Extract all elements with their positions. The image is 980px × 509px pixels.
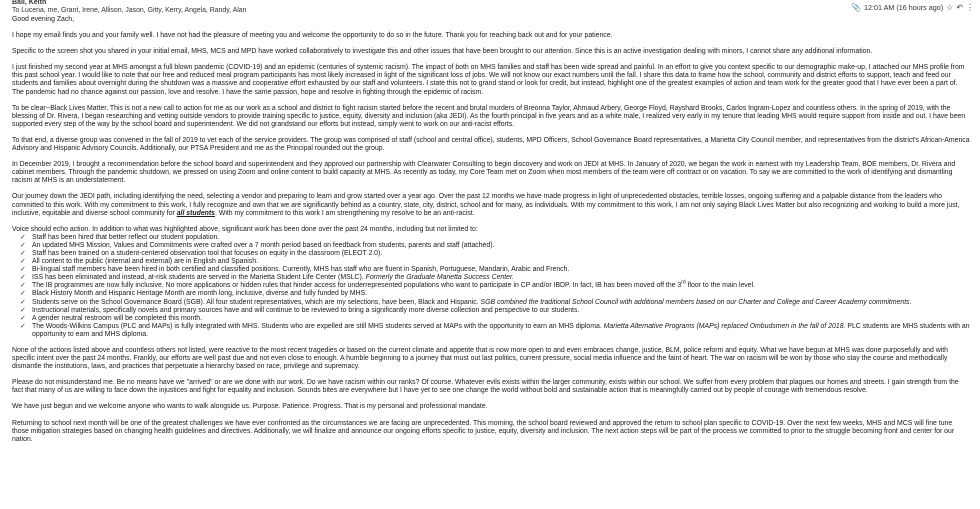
list-item <box>20 234 970 242</box>
text-run: Our journey down the JEDI path, including identifying the need, selecting a vendor and preparing to learn and grow started over a year ago. Over the past 12 months we have made progress in light of unprecedented obstacles, terrible losses, ongoing suffering and a palpable distance from the leaders who committed to this work. With my commitment to this work, I fully recognize and own that we are significantly behind as a country, state, city, district, school and for many, as individuals. With my commitment to this work, I am not only saying Black Lives Matter but also recognizing and working to build a more just, inclusive, equitable and diverse school community for <box>12 193 960 217</box>
paragraph: Voice should echo action. In addition to what was highlighted above, significant work has been done over the past 24 months, including but not limited to: <box>12 225 478 233</box>
checkmark-icon: ✓ <box>20 266 26 274</box>
text-run: All content to the public (internal and external) are in English and Spanish. <box>32 258 258 266</box>
text-run: Black History Month and Hispanic Heritage Month are month long, inclusive, diverse and fully funded by MHS. <box>32 290 368 298</box>
checkmark-icon: ✓ <box>20 274 26 282</box>
text-run: Students serve on the School Governance Board (SGB). All four student representatives, which are my selections, have been, Black and Hispanic. <box>32 298 481 306</box>
list-item <box>20 282 970 290</box>
text-run: Staff has been hired that better reflect our student population. <box>32 233 220 241</box>
checkmark-icon: ✓ <box>20 241 26 249</box>
list-item <box>20 315 970 323</box>
italic-note: Formerly the Graduate Marietta Success Center. <box>365 274 514 282</box>
paragraph: I hope my email finds you and your family well. I have not had the pleasure of meeting you and welcome the opportunity to do so in the future. Thank you for reaching back out and for your patience. <box>12 32 613 40</box>
list-item <box>20 258 970 266</box>
italic-note: SGB combined the traditional School Council with additional members based on our Charter and College and Career Academy commitments. <box>480 298 912 306</box>
checkmark-icon: ✓ <box>20 249 26 257</box>
text-run: Staff has been trained on a student-centered observation tool that focuses on equity in the classroom (ELEOT 2.0). <box>32 249 383 257</box>
paragraph: To be clear--Black Lives Matter. This is not a new call to action for me as our work as a school and district to fight racism started before the recent and brutal murders of Breonna Taylor, Ahmaud Arbery, George Floyd, Rayshard Brooks, Carlos Ingram-Lopez and countless others. In the spring of 2019, with the blessing of Dr. Rivera, I began researching and vetting outside vendors to provide training specific to justice, equity, diversity and inclusion (aka JEDI). As the fourth principal in five years and as a white male, I realized very early in my tenure that leading MHS would require support from inside and out. I have been supported every step of the way by the school board and superintendent. We did not grandstand our efforts but instead, simply went to work on our anti-racist efforts. <box>12 104 966 128</box>
more-vertical-icon[interactable]: ⋮ <box>966 3 974 12</box>
checkmark-icon: ✓ <box>20 314 26 322</box>
text-run: Bi-lingual staff members have been hired in both certified and classified positions. Currently, MHS has staff who are fluent in Spanish, Portuguese, Mandarin, Arabic and French. <box>32 266 570 274</box>
checkmark-icon: ✓ <box>20 298 26 306</box>
text-run: PLC students are MHS students with an opportunity to earn and MHS diploma. <box>32 322 970 338</box>
greeting: Good evening Zach, <box>12 16 75 23</box>
paragraph: In December 2019, I brought a recommendation before the school board and superintendent and they approved our partnership with Clearwater Consulting to begin discovery and work on JEDI at MHS. In January of 2020, we began the work in earnest with my Leadership Team, BOE members, Dr. Rivera and cabinet members. Through the pandemic shutdown, we pressed on using Zoom and online content to build capacity at MHS. As recently as today, my Core Team met on Zoom when most members of the team were off contract or on vacation. To say we are committed to the work of identifying and dismantling racism at MHS is an understatement. <box>12 161 956 185</box>
paragraph: Specific to the screen shot you shared in your initial email, MHS, MCS and MPD have worked collaboratively to investigate this and other issues that have been brought to our attention. Since this is an active investigation dealing with minors, I cannot share any additional information. <box>12 48 873 56</box>
action-list <box>12 234 970 339</box>
attachment-icon: 📎 <box>851 3 861 12</box>
reply-icon[interactable]: ↶ <box>956 3 963 12</box>
list-item <box>20 307 970 315</box>
checkmark-icon: ✓ <box>20 290 26 298</box>
checkmark-icon: ✓ <box>20 306 26 314</box>
paragraph <box>12 193 970 217</box>
list-item <box>20 250 970 258</box>
message-actions <box>851 4 974 12</box>
checkmark-icon: ✓ <box>20 233 26 241</box>
star-outline-icon[interactable]: ☆ <box>946 3 954 12</box>
email-body <box>12 16 970 452</box>
list-item <box>20 323 970 339</box>
list-item <box>20 299 970 307</box>
emphasis-text: all students <box>176 209 215 217</box>
paragraph: We have just begun and we welcome anyone who wants to walk alongside us. Purpose. Patience. Progress. That is my personal and professional mandate. <box>12 403 488 411</box>
text-run: The Woods-Wilkins Campus (PLC and MAPs) is fully integrated with MHS. Students who are expelled are still MHS students served at MAPs with the opportunity to earn an MHS diploma. <box>32 322 604 330</box>
checkmark-icon: ✓ <box>20 258 26 266</box>
checkmark-icon: ✓ <box>20 322 26 330</box>
text-run: . With my commitment to this work I am strengthening my resolve to be an anti-racist. <box>215 209 475 217</box>
superscript: rd <box>681 280 686 287</box>
paragraph: I just finished my second year at MHS amongst a full blown pandemic (COVID-19) and an epidemic (centuries of systemic racism). The impact of both on MHS families and staff has been wide spread and painful. In an effort to give you context specific to our demographic make-up, I attached our MHS profile from this past school year. I would like to note that our free and reduced meal program participants has most likely increased in light of the significant loss of jobs. We will not know our exact numbers until the fall. I share this data to frame how the school, community and district efforts to support, teach and feed our students and families about overnight during the shutdown was a massive and cooperative effort exhausted by our staff and volunteers. I state this not to grand stand or look for credit, but instead, highlight one of the greatest examples of action and team work for the greater good that I have ever been a part of. The pandemic had no chance against our passion, love and resolve. I have the same passion, hope and resolve in fighting through the epidemic of racism. <box>12 64 965 96</box>
italic-note: Marietta Alternative Programs (MAPs) replaced Ombudsmen in the fall of 2018. <box>603 322 846 330</box>
text-run: Instructional materials, specifically novels and primary sources have and will continue to be reviewed to bring a significantly more diverse collection and perspective to our students. <box>32 306 580 314</box>
recipient-list[interactable]: To Lucena, me, Grant, Irene, Allison, Jason, Gitty, Kerry, Angela, Randy, Alan <box>12 7 247 14</box>
text-run: An updated MHS Mission, Values and Commitments were crafted over a 7 month period based on feedback from students, parents and staff (attached). <box>32 241 495 249</box>
text-run: The IB programmes are now fully inclusive. No more applications or hidden rules that hinder access for underrepresented populations who want to participate in CP and/or IBDP. In fact, IB has been moved off the 3 <box>32 282 682 290</box>
paragraph: Returning to school next month will be one of the greatest challenges we have ever confronted as the circumstances we are facing are unprecedented. This morning, the school board reviewed and approved the return to school plan specific to COVID-19. Over the next few weeks, MHS and MCS will fine tune those mitigation strategies based on changing health guidelines and directives. Additionally, we will finalize and announce our ongoing efforts specific to justice, equity, diversity and inclusion. The next action steps will be part of the process we committed to prior to the struggle becoming front and center for our nation. <box>12 419 955 443</box>
list-item <box>20 290 970 298</box>
timestamp: 12:01 AM (16 hours ago) <box>864 3 944 12</box>
text-run: A gender neutral restroom will be completed this month. <box>32 314 203 322</box>
list-item <box>20 242 970 250</box>
list-item <box>20 266 970 274</box>
text-run: ISS has been eliminated and instead, at-risk students are served in the Marietta Student Life Center (MSLC). <box>32 274 366 282</box>
sender-name[interactable]: Ball, Keith <box>12 0 47 6</box>
paragraph: Please do not misunderstand me. Be no means have we "arrived" or are we done with our work. Do we have racism within our ranks? Of course. Whatever evils exists within the larger community, exists within our school. We suffer from every problem that plagues our homes and streets. I gain strength from the fact that many of us are willing to face down the injustices and fight for equality and inclusion. Sounds bites are everywhere but I have yet to see one change the world without bold and sustainable action that is meaningfully carried out by people of courage with tremendous resolve. <box>12 379 959 395</box>
paragraph: None of the actions listed above and countless others not listed, were reactive to the most recent tragedies or based on the current climate and appetite that is now more open to and even embraces change, justice, BLM, police reform and equity. What we have begun at MHS was done purposefully and with specific intent over the past 24 months. Frankly, our efforts are well past due and not even close to enough. A humble beginning to a journey that must out last politics, current pressure, social media influence and the faint of heart. The war on racism will be won by those who stay the course and methodically dismantle the institutions, laws, and practices that perpetuate a hierarchy based on race, privilege and supremacy. <box>12 347 948 371</box>
email-header <box>0 0 980 16</box>
checkmark-icon: ✓ <box>20 282 26 290</box>
paragraph: To that end, a diverse group was convened in the fall of 2019 to vet each of the service providers. The group was comprised of staff (school and central office), students, MPD Officers, School Governance Board representatives, a Marietta City Council member, and representatives from the district's African-America Advisory and Hispanic Advisory Councils. Additionally, our PTSA President and me as the Principal rounded out the group. <box>12 136 970 153</box>
text-run: floor to the main level. <box>685 282 756 290</box>
